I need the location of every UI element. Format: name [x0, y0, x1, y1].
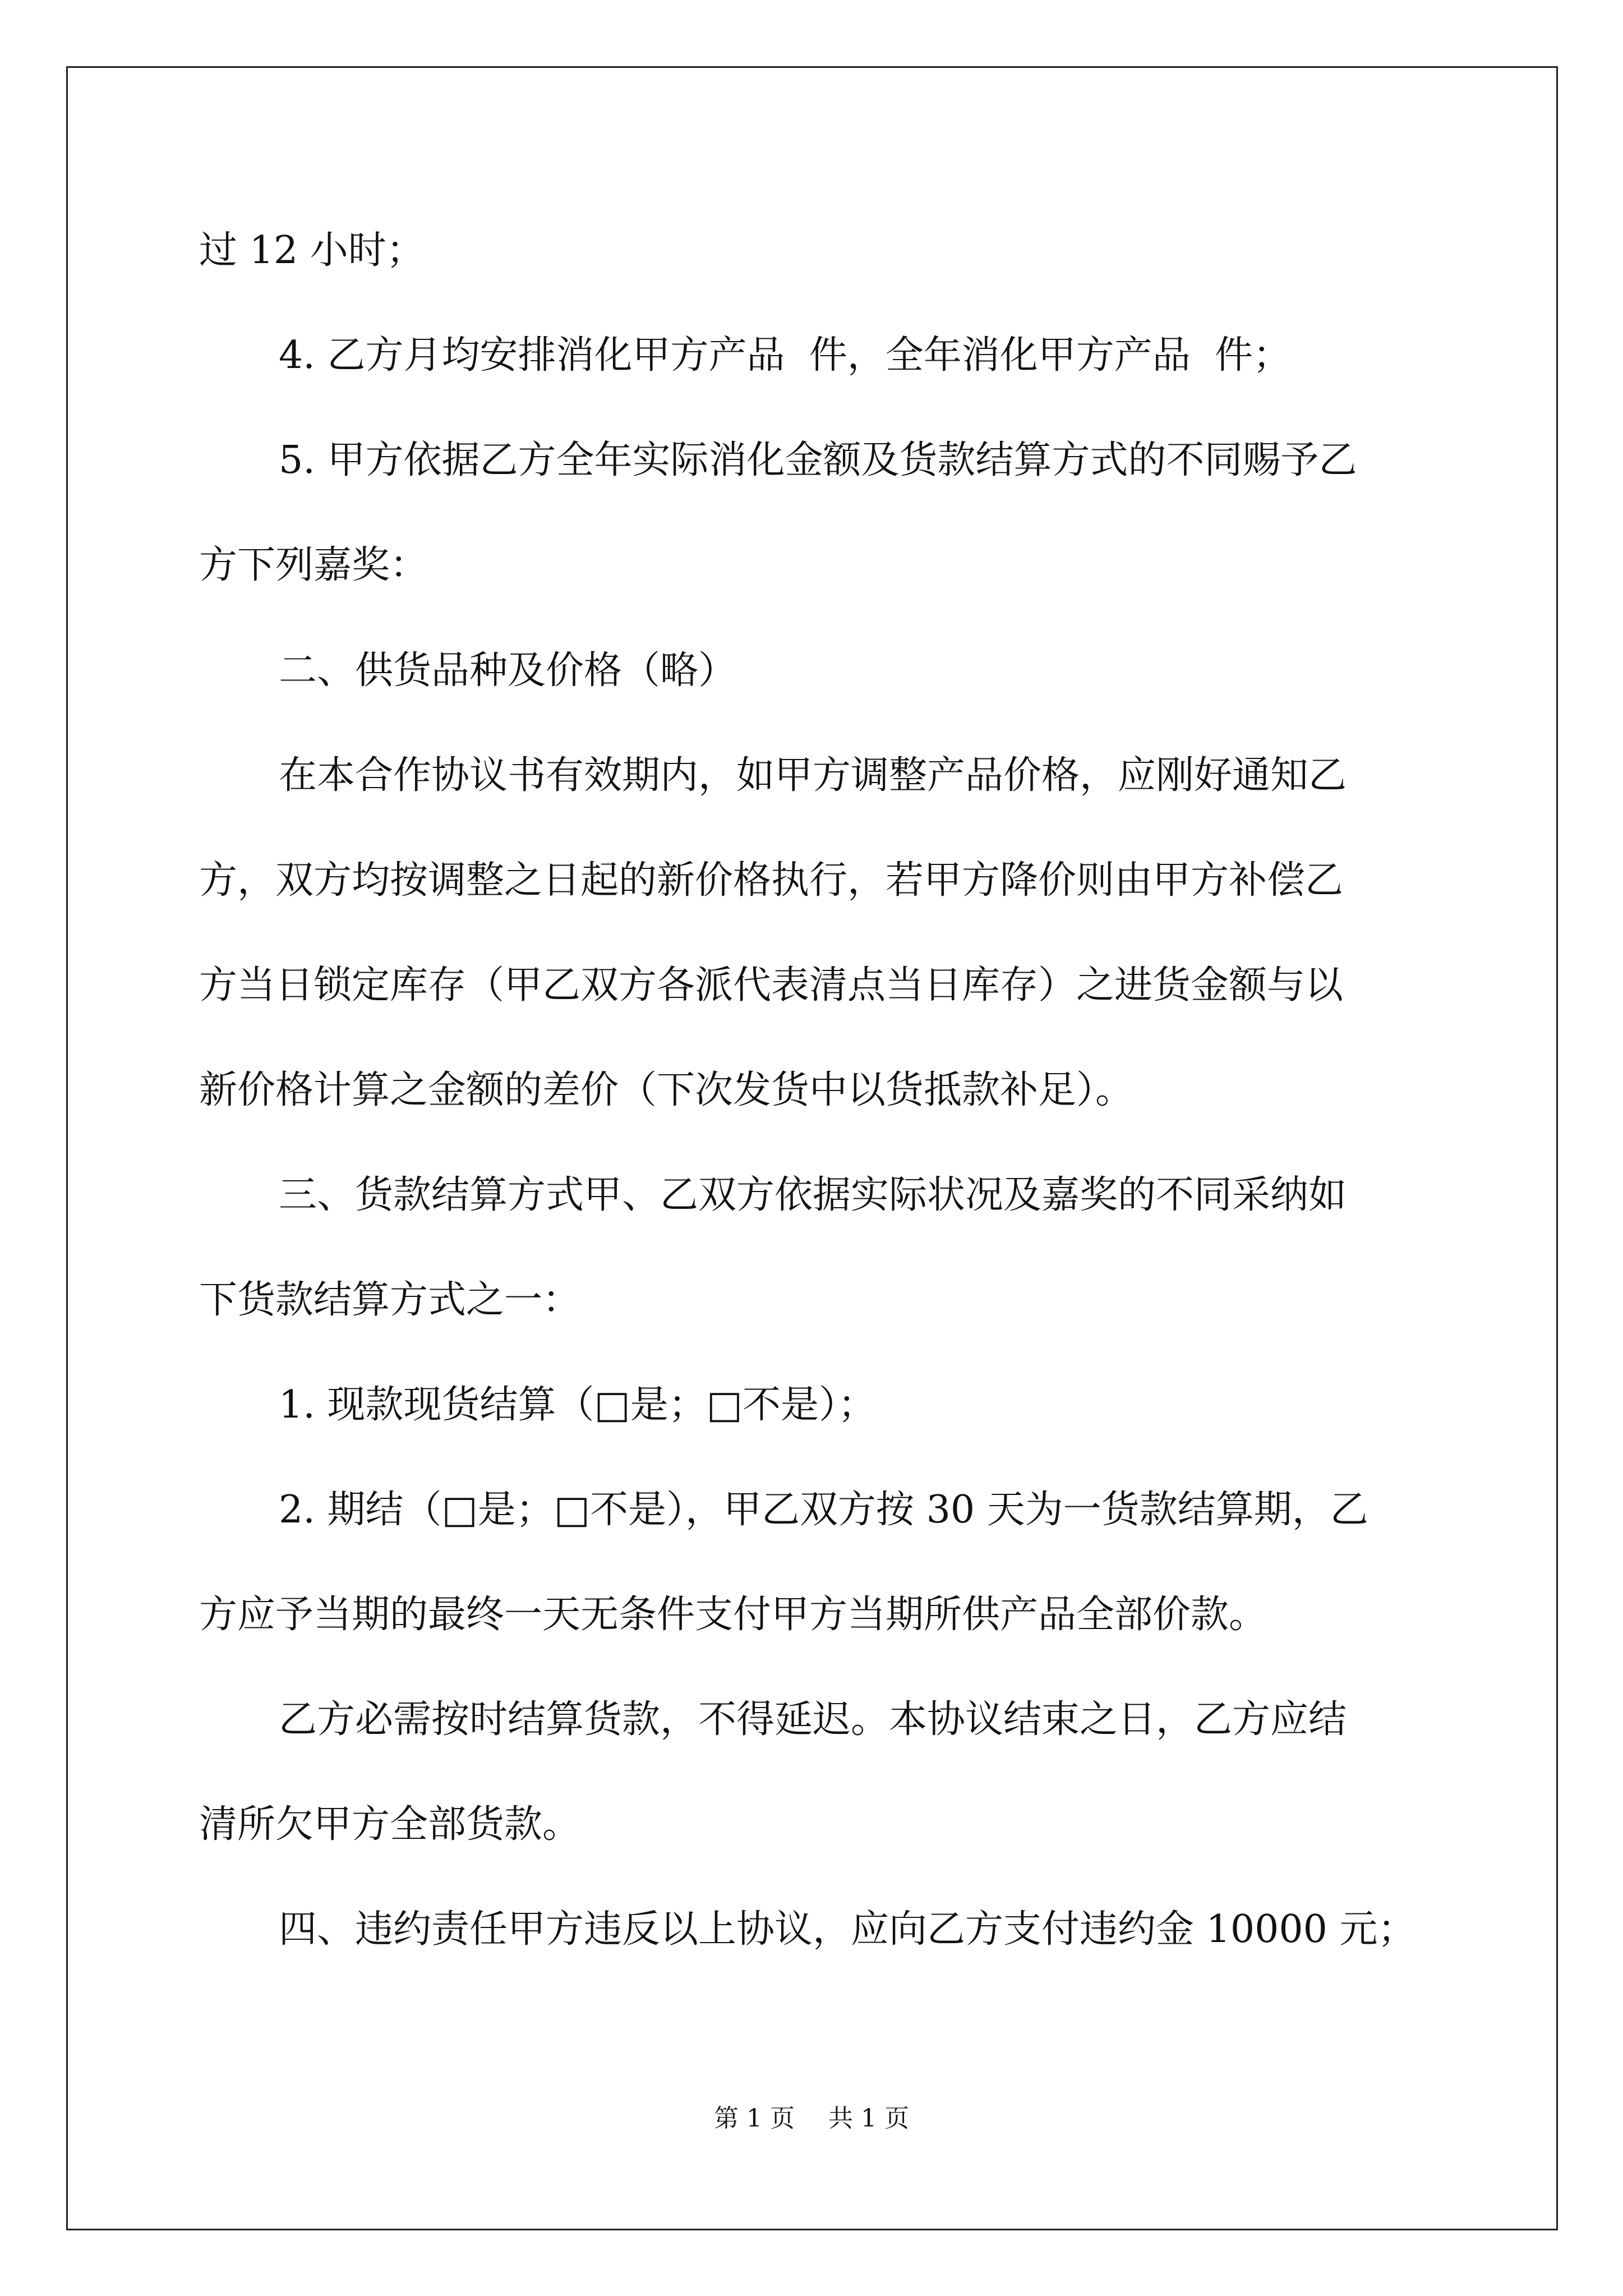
- text-line: 清所欠甲方全部货款。: [199, 1802, 581, 1847]
- text-line: 方当日锁定库存（甲乙双方各派代表清点当日库存）之进货金额与以: [199, 963, 1344, 1007]
- text-line: 4. 乙方月均安排消化甲方产品 件，全年消化甲方产品 件；: [279, 333, 1291, 378]
- page-number: 第 1 页: [714, 2104, 795, 2133]
- text-line: 下货款结算方式之一：: [199, 1278, 581, 1322]
- text-line: 方下列嘉奖：: [199, 543, 428, 587]
- section-heading: 二、供货品种及价格（略）: [279, 648, 737, 693]
- text-line: 方应予当期的最终一天无条件支付甲方当期所供产品全部价款。: [199, 1593, 1267, 1637]
- text-line: 2. 期结（□是；□不是），甲乙双方按 30 天为一货款结算期，乙: [279, 1488, 1368, 1532]
- section-heading: 四、违约责任甲方违反以上协议，应向乙方支付违约金 10000 元；: [279, 1907, 1416, 1952]
- page-footer: [0, 2098, 1623, 2134]
- section-heading: 三、货款结算方式甲、乙双方依据实际状况及嘉奖的不同采纳如: [279, 1173, 1347, 1217]
- page-border: [66, 66, 1558, 2230]
- page-total: 共 1 页: [828, 2104, 909, 2133]
- text-line: 新价格计算之金额的差价（下次发货中以货抵款补足）。: [199, 1068, 1134, 1112]
- text-line: 5. 甲方依据乙方全年实际消化金额及货款结算方式的不同赐予乙: [279, 438, 1357, 482]
- text-line: 1. 现款现货结算（□是；□不是）；: [279, 1383, 876, 1427]
- text-line: 方，双方均按调整之日起的新价格执行，若甲方降价则由甲方补偿乙: [199, 858, 1344, 903]
- text-line: 过 12 小时；: [199, 228, 425, 273]
- text-line: 乙方必需按时结算货款，不得延迟。本协议结束之日，乙方应结: [279, 1697, 1347, 1742]
- text-line: 在本合作协议书有效期内，如甲方调整产品价格，应刚好通知乙: [279, 753, 1347, 798]
